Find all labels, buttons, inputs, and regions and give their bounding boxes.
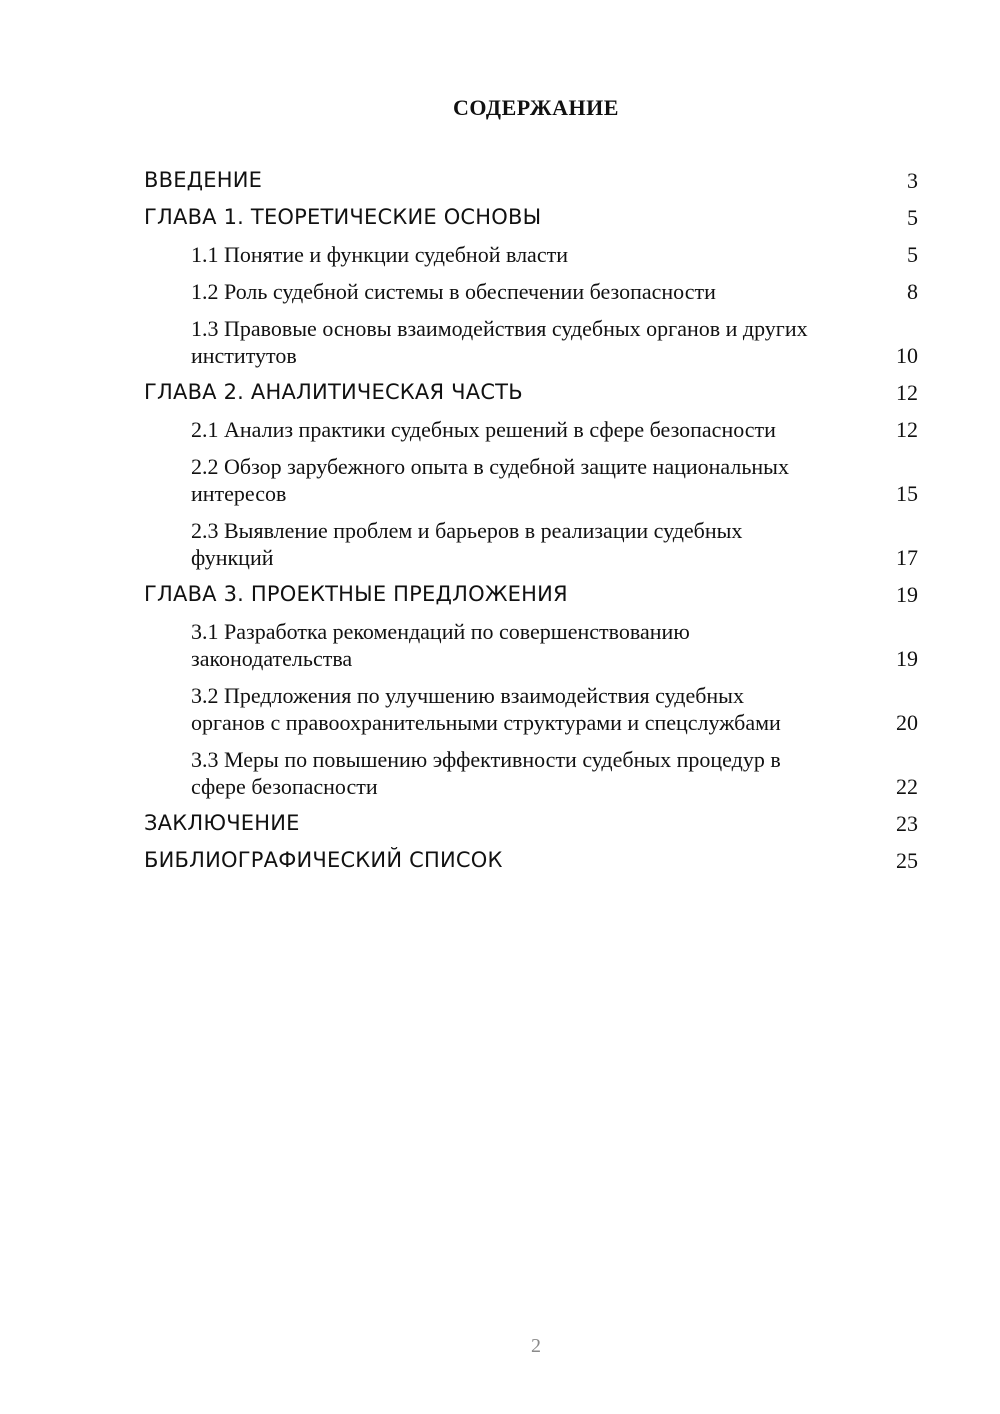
toc-entry-page: 8	[907, 279, 918, 304]
toc-entry-title: ГЛАВА 3. ПРОЕКТНЫЕ ПРЕДЛОЖЕНИЯ	[144, 582, 568, 606]
toc-entry-page: 19	[896, 646, 918, 671]
toc-entry-page: 12	[896, 417, 918, 442]
toc-entry-title: БИБЛИОГРАФИЧЕСКИЙ СПИСОК	[144, 848, 503, 872]
toc-entry-title: 1.3 Правовые основы взаимодействия судебных органов и других институтов	[191, 316, 808, 368]
toc-entry-page: 19	[896, 582, 918, 607]
toc-entry-page: 15	[896, 481, 918, 506]
toc-entry-page: 17	[896, 545, 918, 570]
toc-entry[interactable]	[144, 315, 918, 369]
table-of-contents	[144, 167, 918, 884]
toc-entry-title: 3.1 Разработка рекомендаций по совершенствованию законодательства	[191, 619, 690, 671]
toc-entry-page: 25	[896, 848, 918, 873]
toc-entry[interactable]	[144, 204, 918, 231]
toc-entry-page: 5	[907, 205, 918, 230]
toc-entry[interactable]	[144, 682, 918, 736]
toc-entry[interactable]	[144, 278, 918, 305]
toc-entry-title: ГЛАВА 1. ТЕОРЕТИЧЕСКИЕ ОСНОВЫ	[144, 205, 542, 229]
toc-entry[interactable]	[144, 810, 918, 837]
toc-entry-title: 1.1 Понятие и функции судебной власти	[191, 242, 568, 267]
toc-entry[interactable]	[144, 167, 918, 194]
toc-entry[interactable]	[144, 379, 918, 406]
toc-entry-title: 2.1 Анализ практики судебных решений в сфере безопасности	[191, 417, 776, 442]
toc-entry-page: 10	[896, 343, 918, 368]
toc-entry-title: ВВЕДЕНИЕ	[144, 168, 263, 192]
toc-entry[interactable]	[144, 416, 918, 443]
toc-entry-title: 3.2 Предложения по улучшению взаимодействия судебных органов с правоохранительными структурами и спецслужбами	[191, 683, 781, 735]
toc-entry-title: 2.3 Выявление проблем и барьеров в реализации судебных функций	[191, 518, 743, 570]
toc-entry-title: 2.2 Обзор зарубежного опыта в судебной защите национальных интересов	[191, 454, 789, 506]
toc-entry-title: ЗАКЛЮЧЕНИЕ	[144, 811, 300, 835]
toc-entry[interactable]	[144, 517, 918, 571]
page-number: 2	[531, 1335, 541, 1357]
toc-entry-page: 3	[907, 168, 918, 193]
toc-entry-page: 23	[896, 811, 918, 836]
toc-entry[interactable]	[144, 581, 918, 608]
toc-entry-title: ГЛАВА 2. АНАЛИТИЧЕСКАЯ ЧАСТЬ	[144, 380, 523, 404]
toc-entry-page: 22	[896, 774, 918, 799]
toc-entry[interactable]	[144, 746, 918, 800]
toc-entry-page: 12	[896, 380, 918, 405]
toc-entry[interactable]	[144, 847, 918, 874]
toc-entry[interactable]	[144, 241, 918, 268]
toc-entry[interactable]	[144, 453, 918, 507]
toc-entry-title: 1.2 Роль судебной системы в обеспечении безопасности	[191, 279, 716, 304]
toc-entry-page: 5	[907, 242, 918, 267]
page-title: СОДЕРЖАНИЕ	[453, 95, 619, 120]
toc-entry[interactable]	[144, 618, 918, 672]
toc-entry-page: 20	[896, 710, 918, 735]
toc-entry-title: 3.3 Меры по повышению эффективности судебных процедур в сфере безопасности	[191, 747, 781, 799]
